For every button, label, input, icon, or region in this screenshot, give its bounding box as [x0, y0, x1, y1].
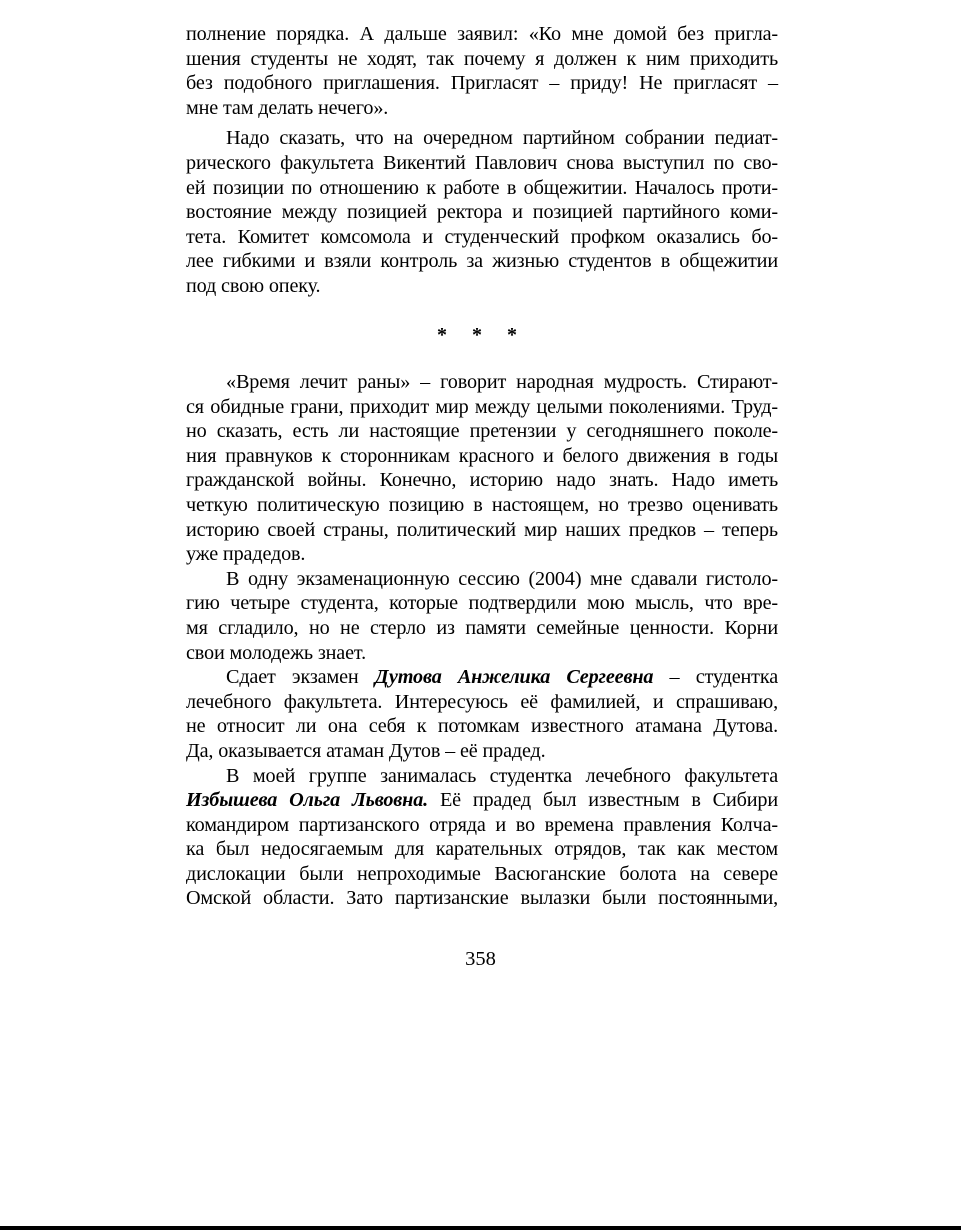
text-line: Да, оказывается атаман Дутов – её прадед. — [186, 739, 546, 762]
text-line: без подобного приглашения. Пригласят – приду! Не пригласят – — [186, 72, 778, 95]
text-line: Надо сказать, что на очередном партийном собрании педиат- — [226, 127, 778, 150]
student-name: Избышева Ольга Львовна. — [186, 789, 429, 812]
text-run: – студентка — [653, 666, 779, 689]
text-line: свои молодежь знает. — [186, 641, 366, 664]
text-line: гражданской войны. Конечно, историю надо знать. Надо иметь — [186, 469, 778, 492]
text-line: мне там делать нечего». — [186, 96, 389, 119]
text-line: полнение порядка. А дальше заявил: «Ко мне домой без пригла- — [186, 23, 778, 45]
text-line: шения студенты не ходят, так почему я должен к ним приходить — [186, 47, 778, 70]
text-line: не относит ли она себя к потомкам известного атамана Дутова. — [186, 715, 778, 738]
text-run: Её прадед был известным в Сибири — [428, 789, 778, 812]
text-line: дислокации были непроходимые Васюганские болота на севере — [186, 862, 778, 885]
text-line: мя сгладило, но не стерло из памяти семейные ценности. Корни — [186, 616, 778, 639]
text-line: востояние между позицией ректора и позицией партийного коми- — [186, 201, 778, 224]
text-line: Омской области. Зато партизанские вылазки были постоянными, — [186, 887, 778, 910]
text-line: лечебного факультета. Интересуюсь её фамилией, и спрашиваю, — [186, 690, 778, 713]
text-line: четкую политическую позицию в настоящем, но трезво оценивать — [186, 493, 778, 516]
text-line: ка был недосягаемым для карательных отрядов, так как местом — [186, 838, 778, 861]
paragraph-5 — [186, 665, 778, 763]
text-line: под свою опеку. — [186, 274, 321, 297]
text-line: лее гибкими и взяли контроль за жизнью студентов в общежитии — [186, 250, 778, 273]
paragraph-1 — [186, 22, 778, 120]
text-run: Сдает экзамен — [226, 666, 375, 689]
text-line: командиром партизанского отряда и во времена правления Колча- — [186, 813, 778, 836]
paragraph-3 — [186, 370, 778, 567]
text-line: но сказать, есть ли настоящие претензии у сегодняшнего поколе- — [186, 420, 778, 443]
text-line: уже прадедов. — [186, 543, 306, 566]
section-2 — [186, 370, 778, 911]
book-page — [186, 22, 779, 910]
text-line — [186, 788, 778, 813]
text-line: В одну экзаменационную сессию (2004) мне сдавали гистоло- — [226, 567, 778, 590]
student-name: Дутова Анжелика Сергеевна — [374, 666, 654, 689]
paragraph-6 — [186, 764, 778, 912]
text-line: «Время лечит раны» – говорит народная мудрость. Стирают- — [226, 371, 778, 393]
text-line: В моей группе занималась студентка лечебного факультета — [226, 764, 778, 787]
text-line: ния правнуков к сторонникам красного и белого движения в годы — [186, 444, 778, 467]
text-line: гию четыре студента, которые подтвердили мою мысль, что вре- — [186, 592, 778, 615]
paragraph-4 — [186, 567, 778, 665]
page-number: 358 — [465, 948, 496, 970]
text-line: тета. Комитет комсомола и студенческий профком оказались бо- — [186, 225, 778, 248]
section-separator: * * * — [437, 324, 527, 346]
text-line: рического факультета Викентий Павлович снова выступил по сво- — [186, 151, 778, 174]
text-line: историю своей страны, политический мир наших предков – теперь — [186, 518, 778, 541]
text-line — [186, 665, 778, 690]
text-line: ей позиции по отношению к работе в общежитии. Началось проти- — [186, 176, 778, 199]
paragraph-2 — [186, 126, 778, 298]
scan-border-line — [0, 1226, 961, 1230]
text-line: ся обидные грани, приходит мир между целыми поколениями. Труд- — [186, 395, 778, 418]
